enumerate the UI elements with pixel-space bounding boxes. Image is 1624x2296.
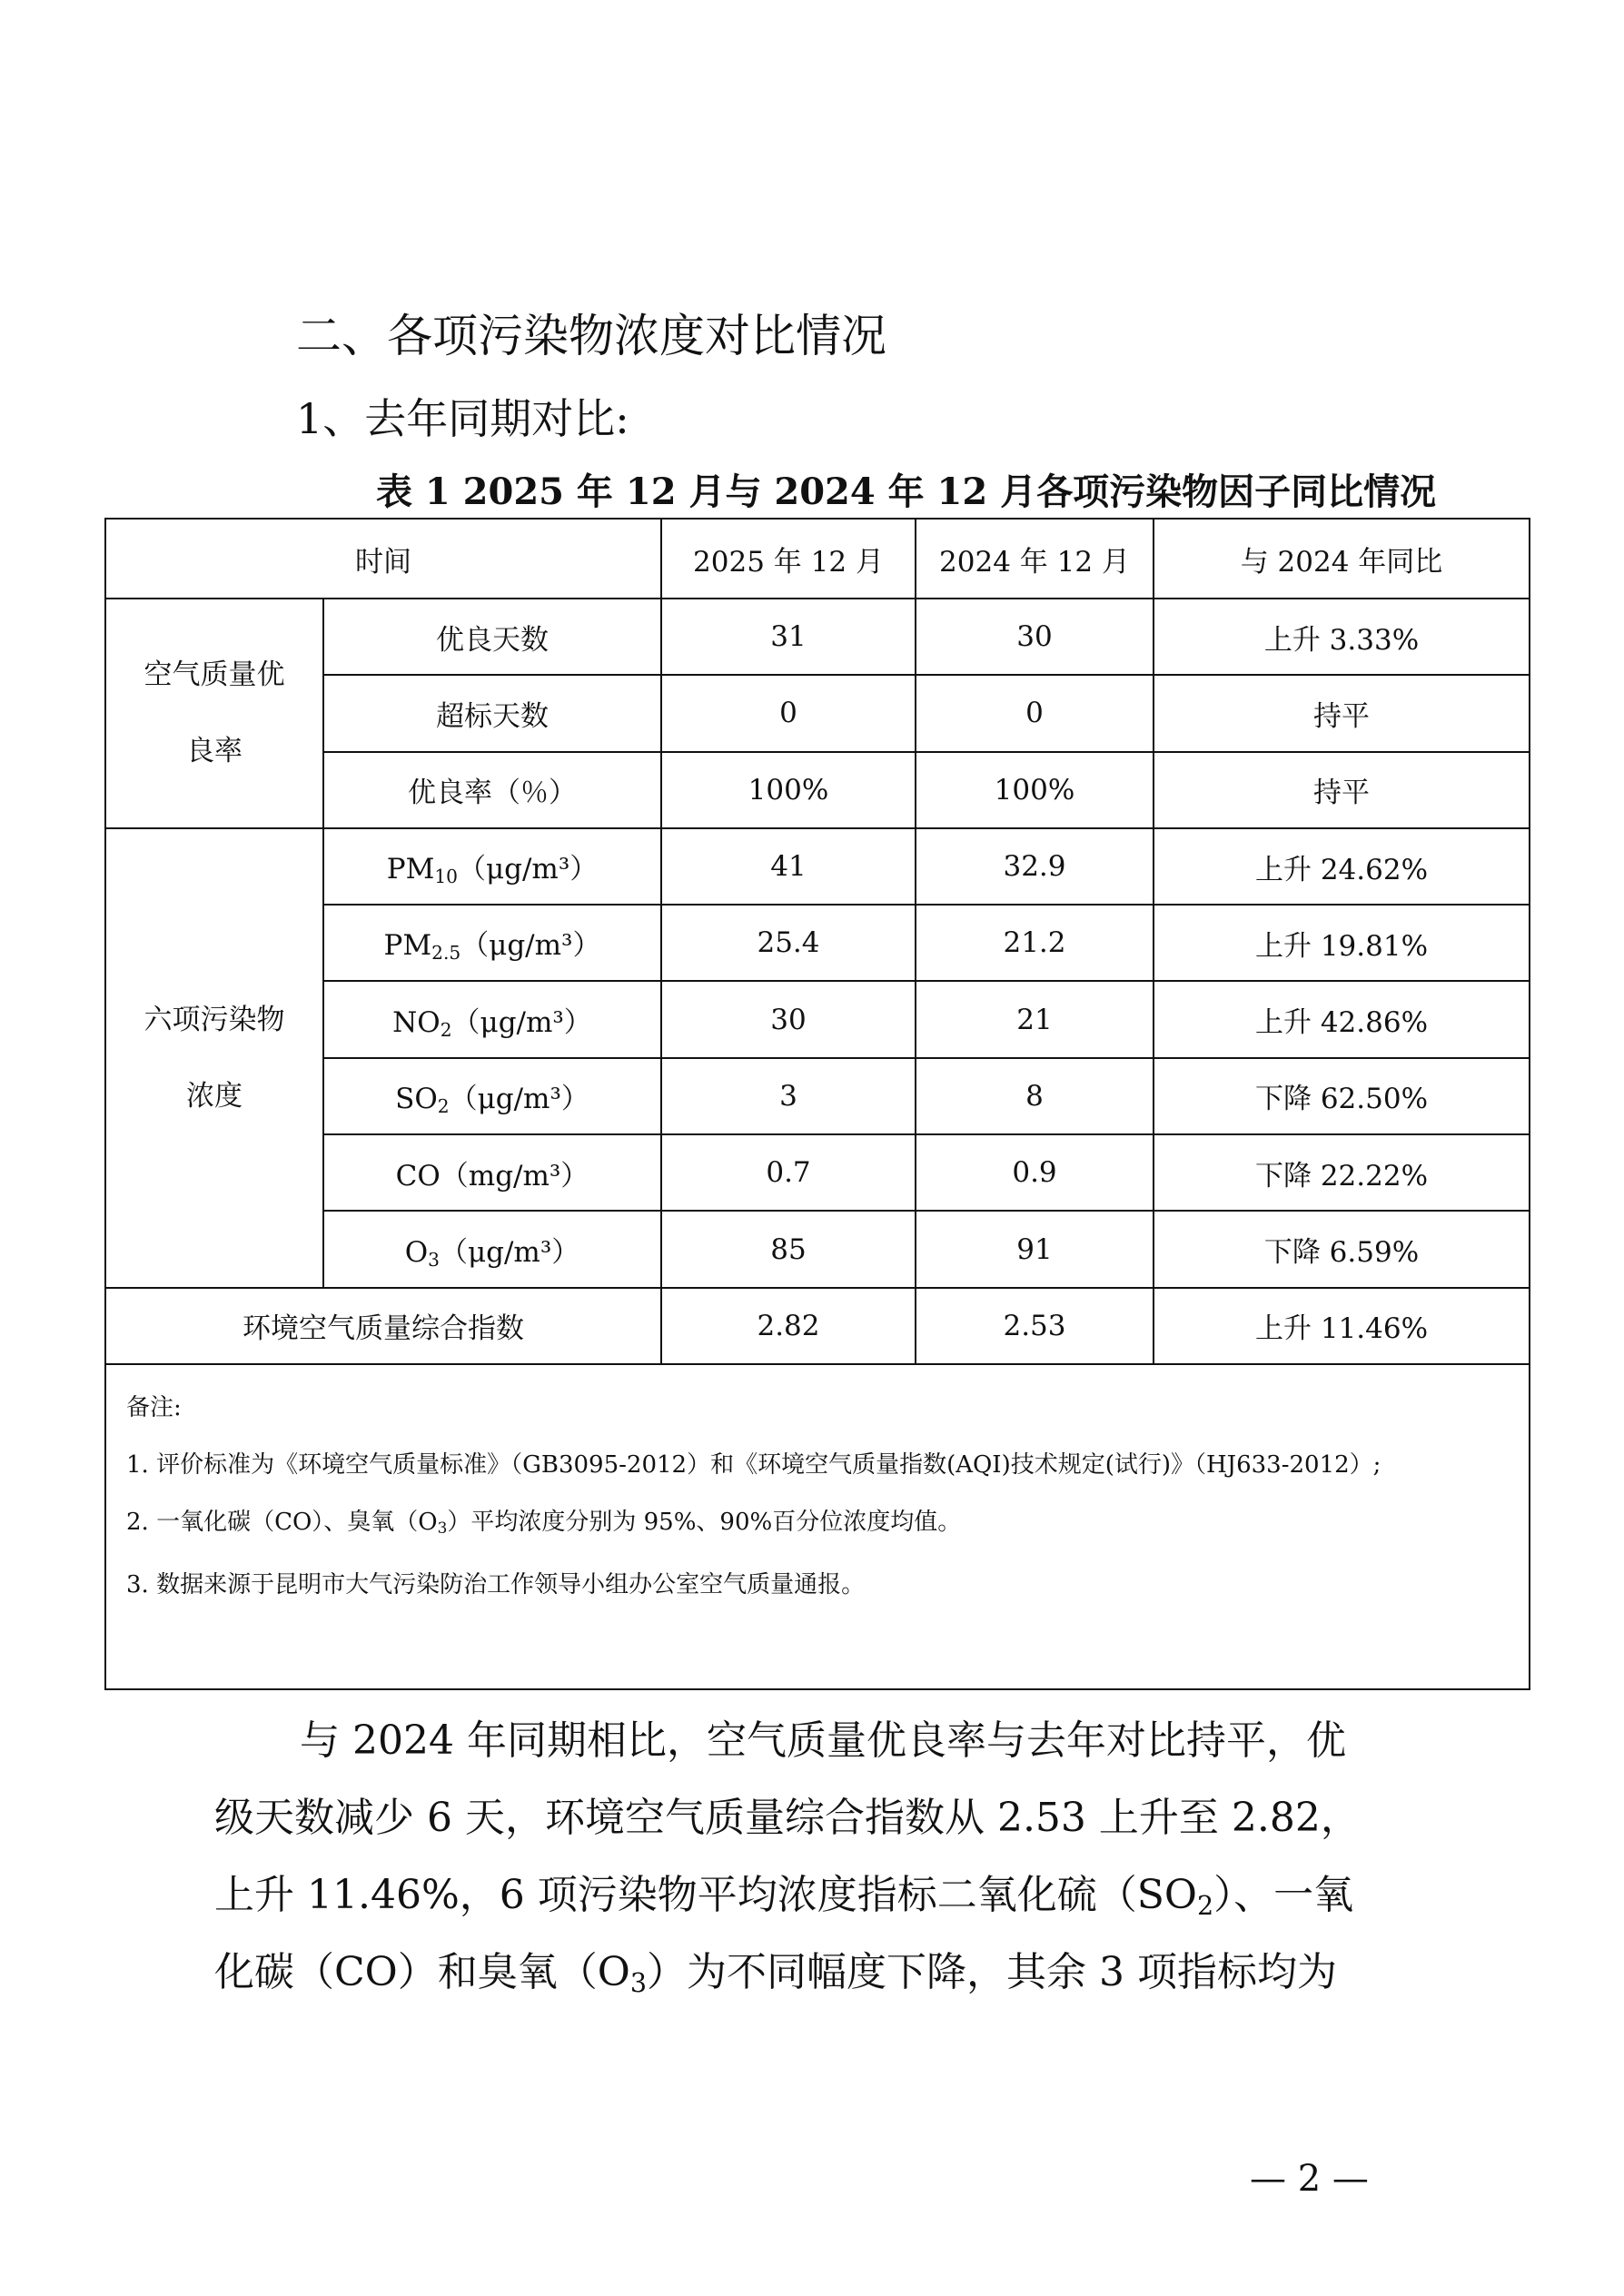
cell-2025: 2.82 (661, 1288, 916, 1364)
cell-change: 上升 11.46% (1154, 1288, 1530, 1364)
row-label: $SO_2(\mu g/m^3)$ (323, 1058, 661, 1134)
sub-heading: 1、去年同期对比: (296, 394, 629, 443)
cell-2025: 85 (661, 1211, 916, 1287)
table-caption: 表 1 2025 年 12 月与 2024 年 12 月各项污染物因子同比情况 (376, 470, 1437, 513)
row-label: CO（mg/m³） (323, 1134, 661, 1211)
cell-2025: 31 (661, 599, 916, 675)
table-row-composite (105, 1288, 1530, 1364)
header-2025: 2025 年 12 月 (661, 519, 916, 599)
cell-2025: 100% (661, 752, 916, 828)
table-notes (105, 1364, 1530, 1689)
table-row (105, 828, 1530, 905)
table-header-row (105, 519, 1530, 599)
cell-2025: 41 (661, 828, 916, 905)
row-label: $O_3(\mu g/m^3)$ (323, 1211, 661, 1287)
cell-2025: 0 (661, 675, 916, 751)
group-pollutants: 六项污染物浓度 (105, 828, 323, 1288)
cell-2024: 21 (916, 981, 1154, 1057)
comparison-table (104, 518, 1530, 1690)
row-label: 优良率（％） (323, 752, 661, 828)
cell-2024: 91 (916, 1211, 1154, 1287)
row-label: $PM_{10}(\mu g/m^3)$ (323, 828, 661, 905)
table-row (105, 599, 1530, 675)
section-heading: 二、各项污染物浓度对比情况 (296, 310, 886, 362)
cell-change: 持平 (1154, 752, 1530, 828)
cell-change: 上升 3.33% (1154, 599, 1530, 675)
cell-change: 上升 19.81% (1154, 905, 1530, 981)
note-1: 1. 评价标准为《环境空气质量标准》（GB3095-2012）和《环境空气质量指数(AQI)技术规定(试行)》（HJ633-2012）; (126, 1450, 1381, 1479)
cell-2025: 3 (661, 1058, 916, 1134)
cell-change: 上升 42.86% (1154, 981, 1530, 1057)
cell-2024: 32.9 (916, 828, 1154, 905)
paragraph-line-3: 上升 11.46%，6 项污染物平均浓度指标二氧化硫$(SO_2)$、一氧 (214, 1872, 1354, 1922)
paragraph-line-2: 级天数减少 6 天，环境空气质量综合指数从 2.53 上升至 2.82， (214, 1795, 1361, 1841)
cell-2024: 21.2 (916, 905, 1154, 981)
cell-change: 下降 62.50% (1154, 1058, 1530, 1134)
cell-2025: 25.4 (661, 905, 916, 981)
header-time: 时间 (105, 519, 661, 599)
cell-2025: 0.7 (661, 1134, 916, 1211)
cell-2024: 0 (916, 675, 1154, 751)
row-label: $PM_{2.5}(\mu g/m^3)$ (323, 905, 661, 981)
cell-2024: 2.53 (916, 1288, 1154, 1364)
notes-title: 备注: (126, 1393, 182, 1421)
cell-change: 上升 24.62% (1154, 828, 1530, 905)
cell-2024: 100% (916, 752, 1154, 828)
header-2024: 2024 年 12 月 (916, 519, 1154, 599)
header-yoy: 与 2024 年同比 (1154, 519, 1530, 599)
note-2: 2. 一氧化碳（CO）、臭氧$(O_3)$平均浓度分别为 95%、90%百分位浓度均值。 (126, 1508, 962, 1538)
cell-2024: 0.9 (916, 1134, 1154, 1211)
page-number: — 2 — (1250, 2158, 1369, 2200)
row-label: 优良天数 (323, 599, 661, 675)
cell-2024: 30 (916, 599, 1154, 675)
cell-change: 持平 (1154, 675, 1530, 751)
cell-2025: 30 (661, 981, 916, 1057)
cell-change: 下降 22.22% (1154, 1134, 1530, 1211)
row-label: 超标天数 (323, 675, 661, 751)
row-label: 环境空气质量综合指数 (105, 1288, 661, 1364)
paragraph-line-4: 化碳（CO）和臭氧$(O_3)$为不同幅度下降，其余 3 项指标均为 (214, 1949, 1337, 1999)
group-air-quality: 空气质量优良率 (105, 599, 323, 828)
row-label: $NO_2(\mu g/m^3)$ (323, 981, 661, 1057)
table-notes-row (105, 1364, 1530, 1689)
cell-change: 下降 6.59% (1154, 1211, 1530, 1287)
note-3: 3. 数据来源于昆明市大气污染防治工作领导小组办公室空气质量通报。 (126, 1571, 866, 1599)
cell-2024: 8 (916, 1058, 1154, 1134)
paragraph-line-1: 与 2024 年同期相比，空气质量优良率与去年对比持平，优 (300, 1717, 1346, 1764)
